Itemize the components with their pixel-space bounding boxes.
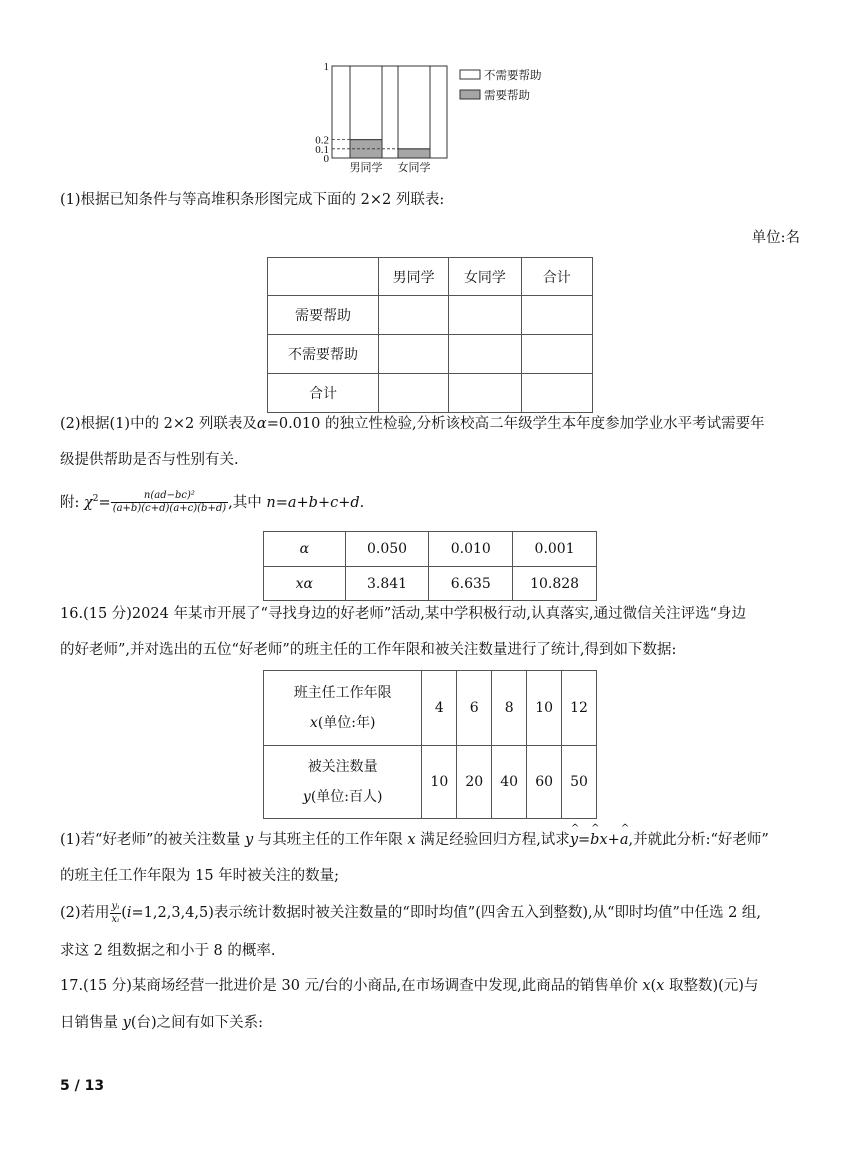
bar-segment [398,149,430,158]
y-tick-label: 1 [323,61,329,73]
question-16-line1: 16.(15 分)2024 年某市开展了“寻找身边的好老师”活动,某中学积极行动,认真落实,通过微信关注评选“身边 [60,606,747,622]
table-cell: 10 [422,746,457,819]
table-cell [378,335,448,374]
table-row-label: xα [264,567,346,601]
table-header-male: 男同学 [378,258,448,296]
question-16-part2-line1: (2)若用 $\frac{\text{yᵢ}}{\text{xᵢ}}$ (i=1,2,3,4,5)表示统计数据时被关注数量的“即时均值”(四舍五入到整数),从“即时均值”中任选 2 组, [60,900,762,925]
table-cell: 12 [562,671,597,746]
chi-square-formula: 附: $\chi^2=$ $\frac{\text{n(ad−bc)²}}{(a+b)(c+d)(a+c)(b+d)}$ ,其中 n=a+b+c+d. [60,490,365,515]
legend-label: 需要帮助 [484,90,530,102]
table-cell: 20 [457,746,492,819]
question-17-line2: 日销售量 y(台)之间有如下关系: [60,1015,264,1031]
table-cell: 40 [492,746,527,819]
table-cell: 0.010 [429,532,513,567]
table-cell: 0.001 [513,532,597,567]
table-cell: 0.050 [345,532,429,567]
legend-label: 不需要帮助 [484,70,542,82]
table-cell [449,335,521,374]
table-header-female: 女同学 [449,258,521,296]
table-cell: 8 [492,671,527,746]
table-row-label: 被关注数量 y(单位:百人) [264,746,422,819]
bar-segment [398,66,430,149]
contingency-table [267,257,593,413]
question-16-line2: 的好老师”,并对选出的五位“好老师”的班主任的工作年限和被关注数量进行了统计,得到如下数据: [60,642,677,658]
question-1-prompt: (1)根据已知条件与等高堆积条形图完成下面的 2×2 列联表: [60,192,445,208]
table-cell [521,335,592,374]
critical-value-table [263,531,597,601]
table-cell: 6 [457,671,492,746]
table-cell [521,374,592,413]
legend-swatch [460,70,480,79]
table-header-empty [268,258,379,296]
table-cell: 4 [422,671,457,746]
table-cell [449,296,521,335]
page-number: 5 / 13 [60,1078,105,1094]
question-17-line1: 17.(15 分)某商场经营一批进价是 30 元/台的小商品,在市场调查中发现,此商品的销售单价 x(x 取整数)(元)与 [60,978,759,994]
x-tick-label: 男同学 [349,162,383,174]
table-cell: 60 [527,746,562,819]
table-cell [378,374,448,413]
question-2-prompt-line1: (2)根据(1)中的 2×2 列联表及α=0.010 的独立性检验,分析该校高二年级学生本年度参加学业水平考试需要年 [60,416,765,432]
x-tick-label: 女同学 [397,162,431,174]
data-table [263,670,597,819]
table-cell [449,374,521,413]
table-cell: 50 [562,746,597,819]
question-16-part1-line1: (1)若“好老师”的被关注数量 y 与其班主任的工作年限 x 满足经验回归方程,试求^ y=^ bx+^ a,并就此分析:“好老师” [60,830,769,850]
y-tick-label: 0 [323,153,329,165]
table-row-label: 班主任工作年限 x(单位:年) [264,671,422,746]
unit-label: 单位:名 [751,230,800,246]
table-row-label: α [264,532,346,567]
table-cell: 6.635 [429,567,513,601]
question-16-part1-line2: 的班主任工作年限为 15 年时被关注的数量; [60,868,340,884]
table-row-label: 合计 [268,374,379,413]
table-row-label: 不需要帮助 [268,335,379,374]
stacked-bar-chart [300,58,570,178]
y-tick-label: 0.1 [315,143,329,156]
table-cell: 3.841 [345,567,429,601]
table-cell: 10.828 [513,567,597,601]
table-cell [521,296,592,335]
table-cell [378,296,448,335]
table-row-label: 需要帮助 [268,296,379,335]
table-cell: 10 [527,671,562,746]
bar-segment [350,66,382,140]
question-16-part2-line2: 求这 2 组数据之和小于 8 的概率. [60,943,276,959]
question-2-prompt-line2: 级提供帮助是否与性别有关. [60,452,239,468]
legend-swatch [460,90,480,99]
table-header-total: 合计 [521,258,592,296]
y-tick-label: 0.2 [315,134,329,147]
